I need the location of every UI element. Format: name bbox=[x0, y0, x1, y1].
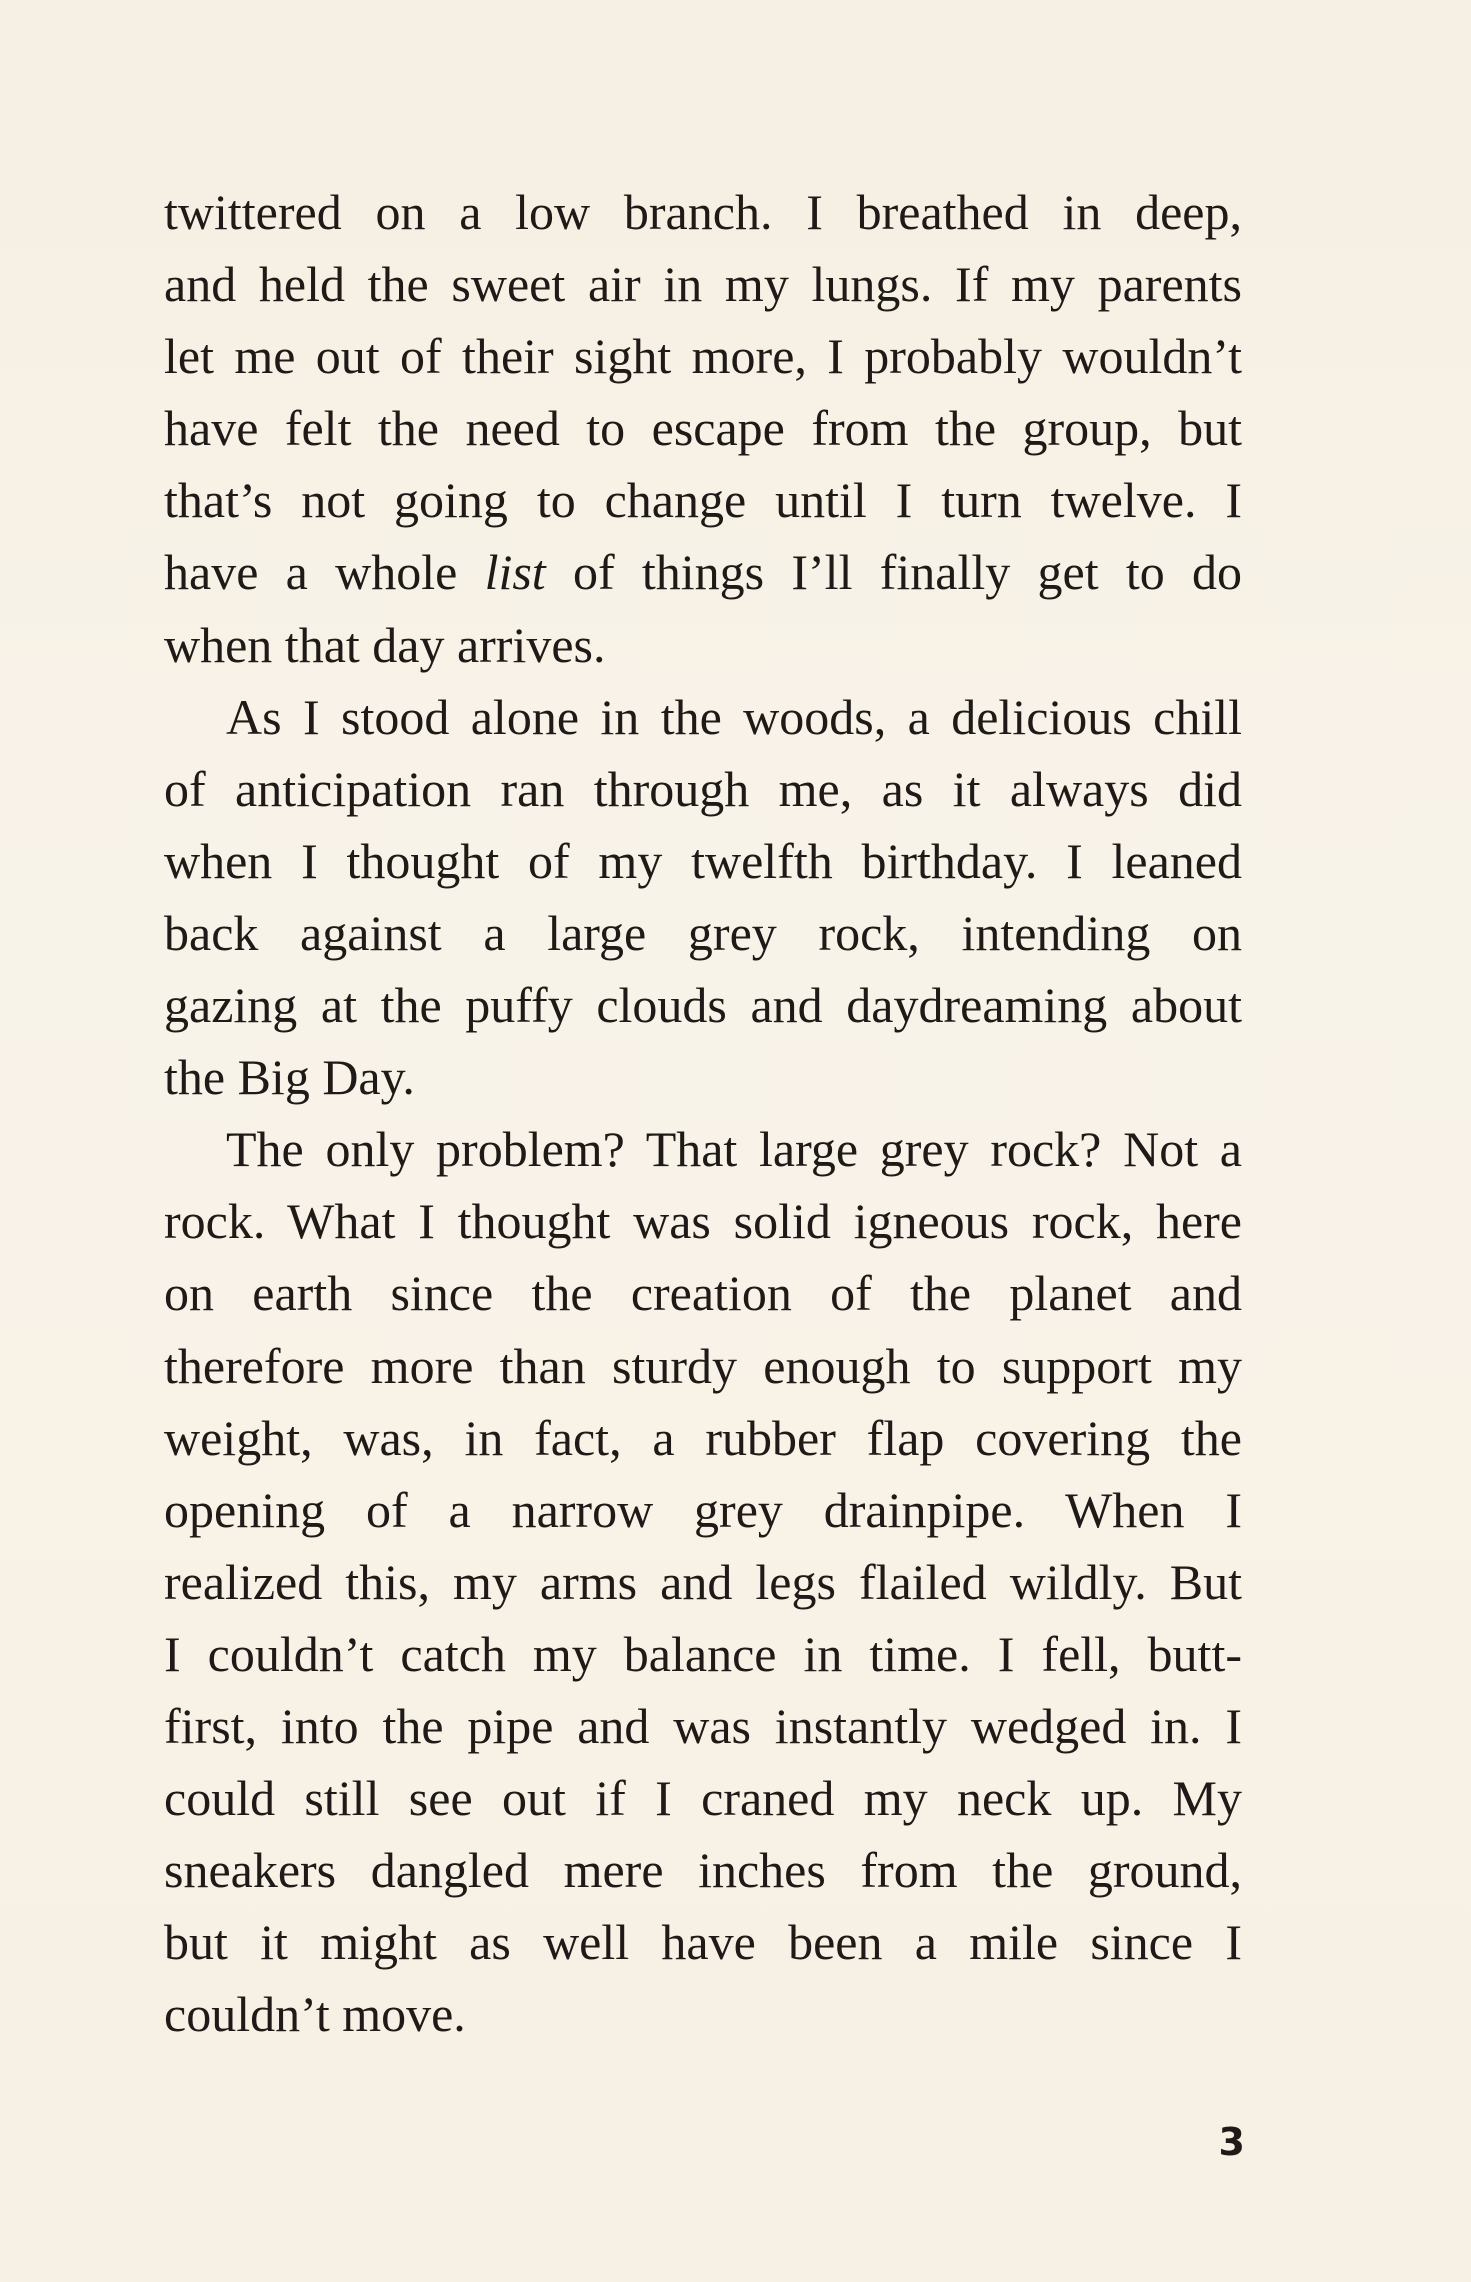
text-line: let me out of their sight more, I probably wouldn’t bbox=[164, 328, 1242, 385]
text-line: gazing at the puffy clouds and daydreaming about bbox=[164, 977, 1242, 1034]
text-line: weight, was, in fact, a rubber flap covering the bbox=[164, 1409, 1242, 1466]
text-line: the Big Day. bbox=[164, 1049, 415, 1106]
paragraph-2 bbox=[164, 681, 1242, 1114]
text-line: on earth since the creation of the planet and bbox=[164, 1265, 1242, 1322]
text-line: could still see out if I craned my neck up. My bbox=[164, 1770, 1242, 1827]
text-line: I couldn’t catch my balance in time. I fell, butt- bbox=[164, 1625, 1242, 1682]
paragraph-3 bbox=[164, 1113, 1242, 2050]
text-line: of anticipation ran through me, as it always did bbox=[164, 760, 1242, 817]
body-text bbox=[164, 176, 1242, 2050]
text-run: have a whole bbox=[164, 544, 485, 601]
text-line: opening of a narrow grey drainpipe. When I bbox=[164, 1481, 1242, 1538]
text-line: rock. What I thought was solid igneous rock, here bbox=[164, 1193, 1242, 1250]
italic-word: list bbox=[484, 544, 546, 601]
text-line: The only problem? That large grey rock? Not a bbox=[226, 1121, 1242, 1178]
text-line: but it might as well have been a mile since I bbox=[164, 1914, 1242, 1971]
text-line: realized this, my arms and legs flailed wildly. But bbox=[164, 1553, 1242, 1610]
text-line: therefore more than sturdy enough to support my bbox=[164, 1337, 1242, 1394]
text-line: back against a large grey rock, intending on bbox=[164, 904, 1242, 961]
paragraph-1 bbox=[164, 176, 1242, 681]
page-number: 3 bbox=[1218, 2120, 1245, 2164]
text-line: As I stood alone in the woods, a delicious chill bbox=[226, 688, 1242, 745]
text-line bbox=[164, 536, 1242, 608]
text-line: have felt the need to escape from the group, but bbox=[164, 400, 1242, 457]
text-run: of things I’ll finally get to do bbox=[545, 544, 1242, 601]
text-line: when I thought of my twelfth birthday. I leaned bbox=[164, 832, 1242, 889]
text-line: that’s not going to change until I turn twelve. I bbox=[164, 472, 1242, 529]
text-line: and held the sweet air in my lungs. If my parents bbox=[164, 256, 1242, 313]
text-line: first, into the pipe and was instantly wedged in. I bbox=[164, 1697, 1242, 1754]
text-line: sneakers dangled mere inches from the ground, bbox=[164, 1842, 1242, 1899]
text-line: couldn’t move. bbox=[164, 1986, 466, 2043]
text-line: when that day arrives. bbox=[164, 616, 606, 673]
text-line: twittered on a low branch. I breathed in deep, bbox=[164, 184, 1242, 240]
